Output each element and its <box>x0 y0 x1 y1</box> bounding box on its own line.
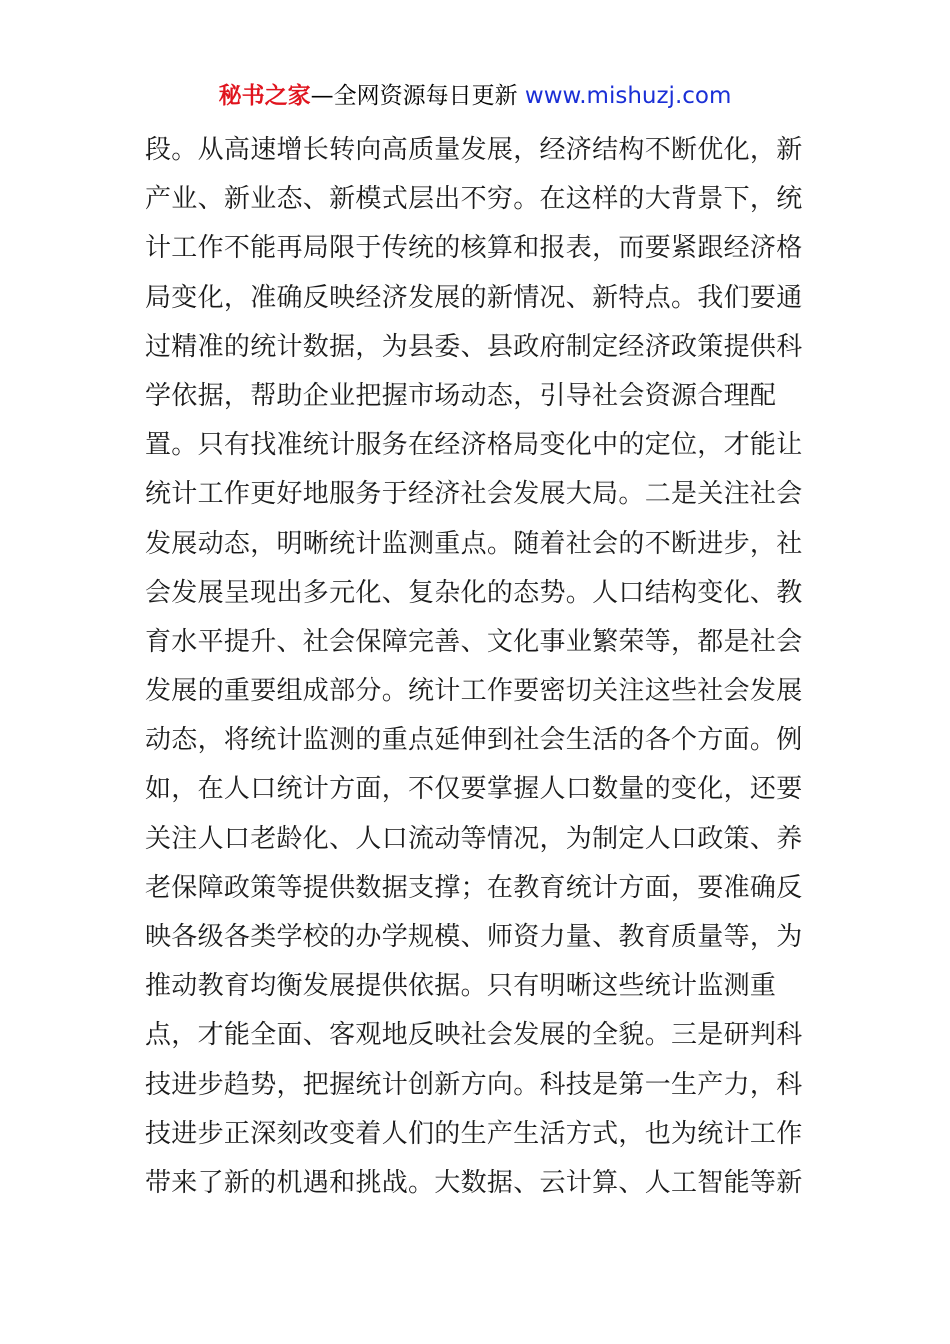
text-line: 带来了新的机遇和挑战。大数据、云计算、人工智能等新 <box>145 1167 803 1198</box>
text-line: 动态，将统计监测的重点延伸到社会生活的各个方面。例 <box>145 725 803 756</box>
text-line: 推动教育均衡发展提供依据。只有明晰这些统计监测重 <box>145 971 777 1002</box>
text-line: 局变化，准确反映经济发展的新情况、新特点。我们要通 <box>145 282 803 313</box>
text-line: 过精准的统计数据，为县委、县政府制定经济政策提供科 <box>145 331 803 362</box>
website-link[interactable]: www.mishuzj.com <box>524 83 732 109</box>
text-line: 会发展呈现出多元化、复杂化的态势。人口结构变化、教 <box>145 577 803 608</box>
text-line: 如，在人口统计方面，不仅要掌握人口数量的变化，还要 <box>145 774 803 805</box>
text-line: 产业、新业态、新模式层出不穷。在这样的大背景下，统 <box>145 184 803 215</box>
text-line: 点，才能全面、客观地反映社会发展的全貌。三是研判科 <box>145 1020 803 1051</box>
text-line: 关注人口老龄化、人口流动等情况，为制定人口政策、养 <box>145 823 803 854</box>
document-body <box>145 126 815 1208</box>
text-line: 老保障政策等提供数据支撑；在教育统计方面，要准确反 <box>145 872 803 903</box>
text-line: 计工作不能再局限于传统的核算和报表，而要紧跟经济格 <box>145 233 803 264</box>
text-line: 统计工作更好地服务于经济社会发展大局。二是关注社会 <box>145 479 803 510</box>
text-line: 发展动态，明晰统计监测重点。随着社会的不断进步，社 <box>145 528 803 559</box>
header-tagline: —全网资源每日更新 <box>310 83 525 109</box>
page-header <box>0 80 950 112</box>
text-line: 学依据，帮助企业把握市场动态，引导社会资源合理配 <box>145 380 777 411</box>
text-line: 技进步趋势，把握统计创新方向。科技是第一生产力，科 <box>145 1069 803 1100</box>
brand-name: 秘书之家 <box>218 83 311 109</box>
text-line: 技进步正深刻改变着人们的生产生活方式，也为统计工作 <box>145 1118 803 1149</box>
text-line: 发展的重要组成部分。统计工作要密切关注这些社会发展 <box>145 676 803 707</box>
text-line: 段。从高速增长转向高质量发展，经济结构不断优化，新 <box>145 135 803 165</box>
text-line: 置。只有找准统计服务在经济格局变化中的定位，才能让 <box>145 430 803 461</box>
text-line: 映各级各类学校的办学规模、师资力量、教育质量等，为 <box>145 922 803 952</box>
text-line: 育水平提升、社会保障完善、文化事业繁荣等，都是社会 <box>145 626 803 657</box>
